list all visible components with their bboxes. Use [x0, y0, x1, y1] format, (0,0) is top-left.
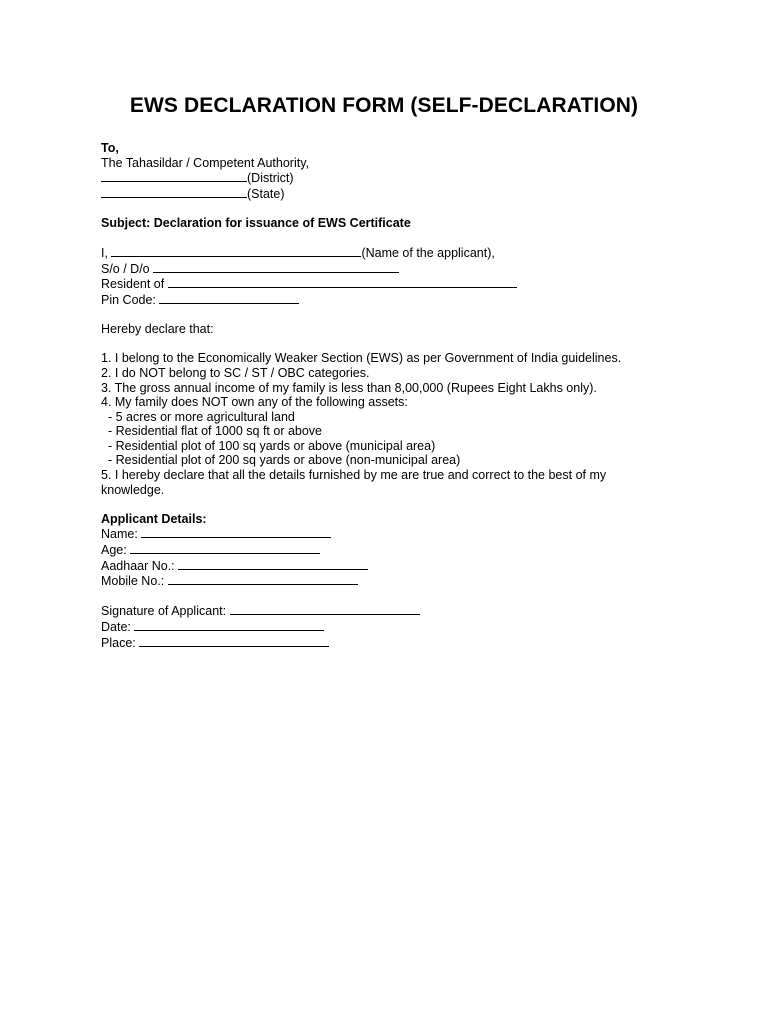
- detail-name-line: [101, 526, 661, 542]
- declaration-point-2: 2. I do NOT belong to SC / ST / OBC categories.: [101, 365, 370, 380]
- declaration-point-1: 1. I belong to the Economically Weaker Section (EWS) as per Government of India guidelines.: [101, 351, 622, 366]
- signature-label: Signature of Applicant:: [101, 604, 227, 619]
- declaration-point-3: 3. The gross annual income of my family is less than 8,00,000 (Rupees Eight Lakhs only).: [101, 380, 597, 395]
- resident-line: [101, 276, 661, 292]
- detail-aadhaar-line: [101, 558, 661, 574]
- declare-intro: Hereby declare that:: [101, 322, 214, 337]
- applicant-details-heading: Applicant Details:: [101, 511, 207, 526]
- address-authority: The Tahasildar / Competent Authority,: [101, 155, 309, 170]
- pin-code-line: [101, 292, 661, 308]
- so-do-blank[interactable]: [153, 261, 399, 273]
- state-label: (State): [247, 186, 285, 201]
- detail-mobile-label: Mobile No.:: [101, 574, 165, 589]
- address-state-line: [101, 186, 661, 202]
- resident-blank[interactable]: [168, 276, 517, 288]
- address-to: To,: [101, 141, 119, 155]
- pin-code-label: Pin Code:: [101, 292, 156, 307]
- resident-label: Resident of: [101, 277, 165, 292]
- detail-aadhaar-blank[interactable]: [178, 558, 368, 570]
- date-blank[interactable]: [134, 619, 324, 631]
- date-label: Date:: [101, 620, 131, 634]
- district-label: (District): [247, 171, 294, 186]
- address-district-line: [101, 170, 661, 186]
- signature-blank[interactable]: [230, 603, 420, 615]
- asset-item: - 5 acres or more agricultural land: [108, 409, 295, 424]
- form-title: EWS DECLARATION FORM (SELF-DECLARATION): [129, 94, 639, 117]
- district-blank[interactable]: [101, 170, 247, 182]
- signature-line: [101, 603, 661, 619]
- asset-item: - Residential plot of 200 sq yards or above (non-municipal area): [108, 453, 461, 468]
- applicant-name-label: (Name of the applicant),: [361, 246, 495, 261]
- asset-item: - Residential flat of 1000 sq ft or above: [108, 424, 323, 439]
- applicant-name-blank[interactable]: [111, 245, 361, 257]
- detail-age-line: [101, 542, 661, 558]
- detail-mobile-line: [101, 573, 661, 589]
- state-blank[interactable]: [101, 186, 247, 198]
- subject-line: Subject: Declaration for issuance of EWS Certificate: [101, 215, 411, 230]
- detail-name-blank[interactable]: [141, 526, 331, 538]
- place-line: [101, 635, 661, 651]
- place-label: Place:: [101, 635, 136, 650]
- date-line: [101, 619, 661, 635]
- i-prefix: I,: [101, 246, 108, 261]
- declaration-point-5: 5. I hereby declare that all the details furnished by me are true and correct to the best of my knowledge.: [101, 468, 607, 497]
- detail-name-label: Name:: [101, 527, 138, 542]
- asset-item: - Residential plot of 100 sq yards or above (municipal area): [108, 438, 436, 453]
- detail-age-label: Age:: [101, 543, 127, 558]
- pin-code-blank[interactable]: [159, 292, 299, 304]
- so-do-label: S/o / D/o: [101, 261, 150, 276]
- declaration-point-4: 4. My family does NOT own any of the following assets:: [101, 395, 408, 410]
- so-do-line: [101, 261, 661, 277]
- detail-mobile-blank[interactable]: [168, 573, 358, 585]
- place-blank[interactable]: [139, 635, 329, 647]
- detail-aadhaar-label: Aadhaar No.:: [101, 558, 175, 573]
- form-body: [101, 141, 661, 650]
- detail-age-blank[interactable]: [130, 542, 320, 554]
- applicant-name-line: [101, 245, 661, 261]
